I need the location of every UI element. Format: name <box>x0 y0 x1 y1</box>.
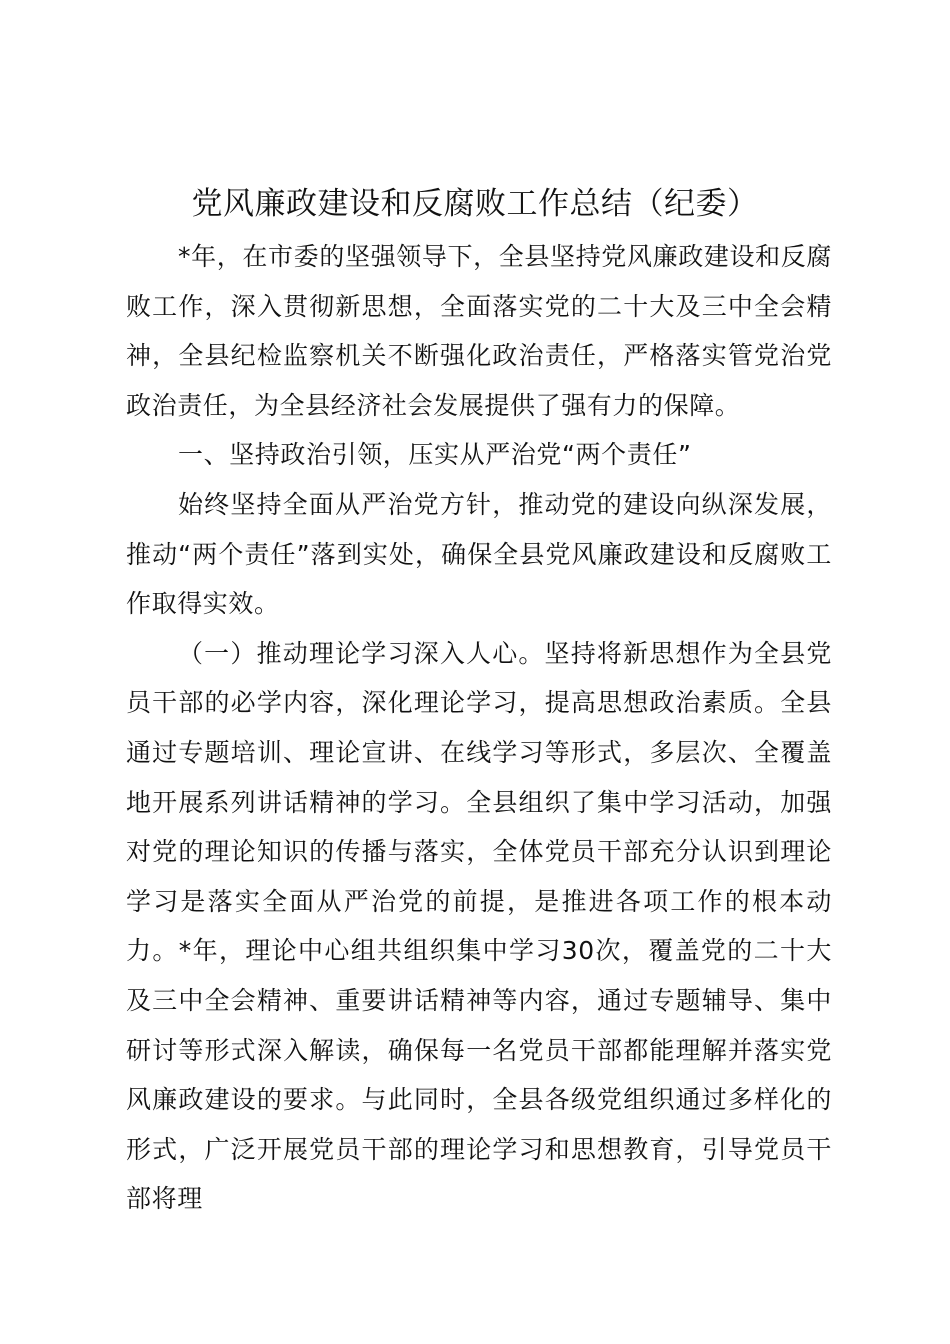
document-title: 党风廉政建设和反腐败工作总结（纪委） <box>191 186 759 222</box>
subsection-paragraph: （一）推动理论学习深入人心。坚持将新思想作为全县党员干部的必学内容，深化理论学习，提高思想政治素质。全县通过专题培训、理论宣讲、在线学习等形式，多层次、全覆盖地开展系列讲话精神的学习。全县组织了集中学习活动，加强对党的理论知识的传播与落实，全体党员干部充分认识到理论学习是落实全面从严治党的前提，是推进各项工作的根本动力。*年，理论中心组共组织集中学习30次，覆盖党的二十大及三中全会精神、重要讲话精神等内容，通过专题辅导、集中研讨等形式深入解读，确保每一名党员干部都能理解并落实党风廉政建设的要求。与此同时，全县各级党组织通过多样化的形式，广泛开展党员干部的理论学习和思想教育，引导党员干部将理 <box>126 638 832 1214</box>
intro-paragraph: *年，在市委的坚强领导下，全县坚持党风廉政建设和反腐败工作，深入贯彻新思想，全面落实党的二十大及三中全会精神，全县纪检监察机关不断强化政治责任，严格落实管党治党政治责任，为全县经济社会发展提供了强有力的保障。 <box>126 242 832 420</box>
document-body <box>126 232 832 1224</box>
section-heading: 一、坚持政治引领，压实从严治党“两个责任” <box>178 440 692 470</box>
section-intro-paragraph: 始终坚持全面从严治党方针，推动党的建设向纵深发展，推动“两个责任”落到实处，确保全县党风廉政建设和反腐败工作取得实效。 <box>126 489 832 619</box>
